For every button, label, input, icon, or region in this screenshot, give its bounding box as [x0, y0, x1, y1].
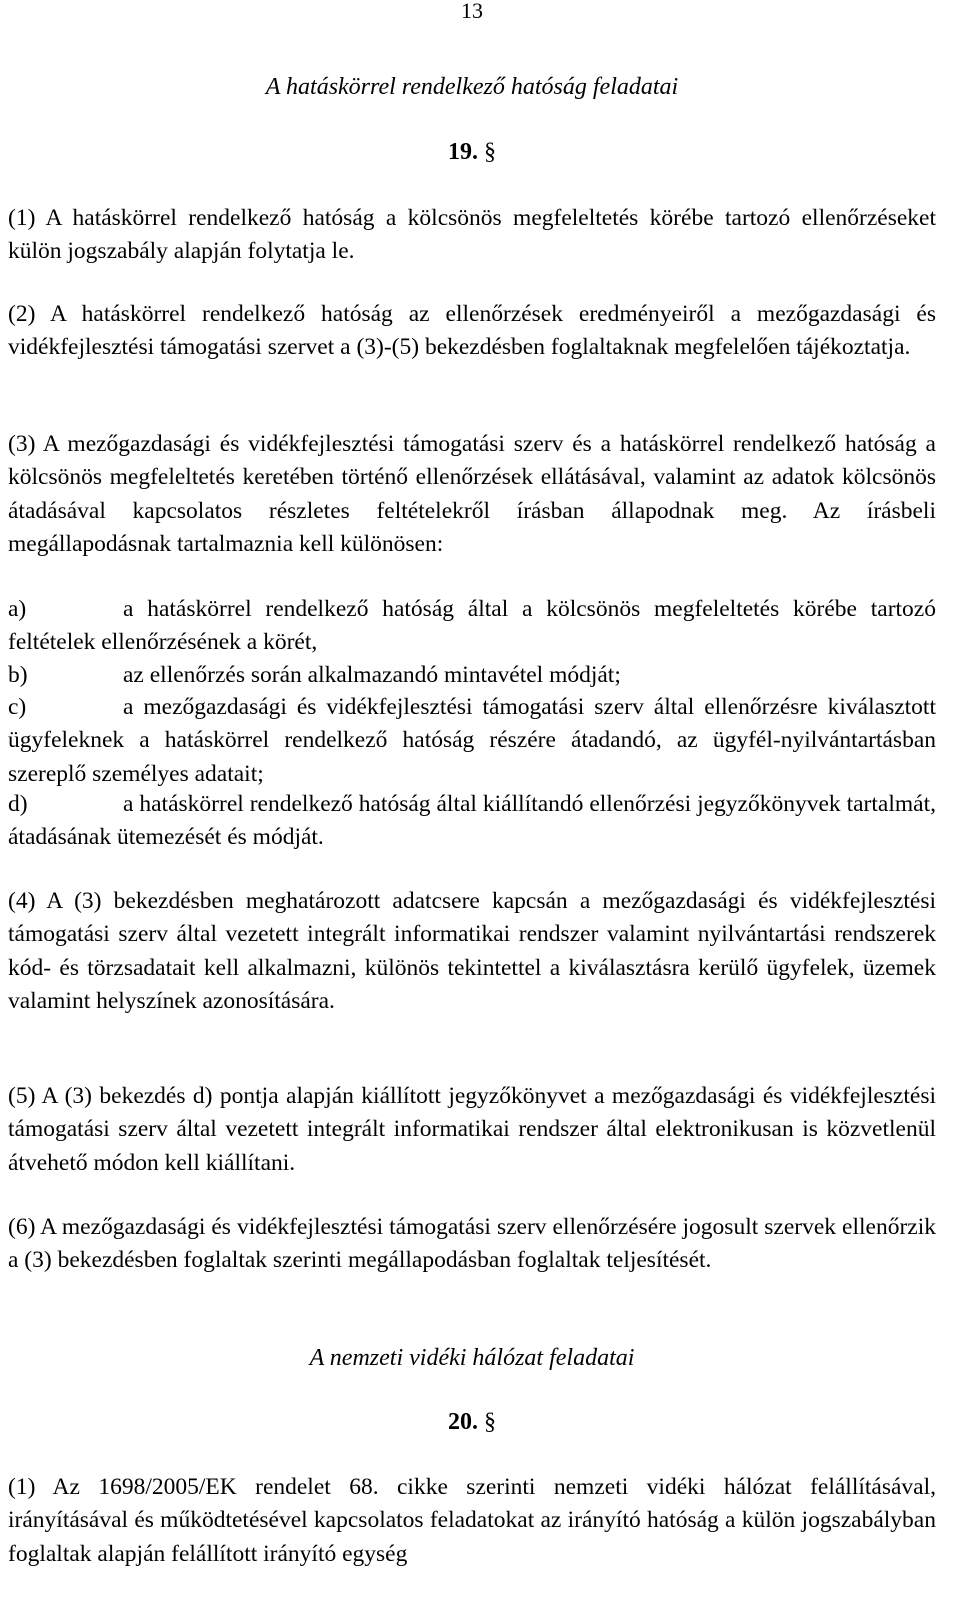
list-item-c: [8, 691, 936, 791]
paragraph-20-1: (1) Az 1698/2005/EK rendelet 68. cikke szerinti nemzeti vidéki hálózat felállításával, irányításával és működtetésével kapcsolatos feladatokat az irányító hatóság a külön jogszabályban foglaltak alapján felállított irányító egység: [8, 1474, 936, 1567]
section-number-text: 19.: [448, 139, 478, 165]
list-item-label: c): [8, 694, 27, 720]
list-item-label: b): [8, 662, 28, 688]
list-item-label: d): [8, 791, 28, 817]
list-item-a: [8, 593, 936, 660]
page-number: 13: [461, 0, 483, 23]
paragraph-19-4: (4) A (3) bekezdésben meghatározott adatcsere kapcsán a mezőgazdasági és vidékfejlesztési támogatási szerv által vezetett integrált informatikai rendszer valamint nyilvántartási rendszerek kód- és törzsadatait kell alkalmazni, különös tekintettel a kiválasztásra kerülő ügyfelek, üzemek valamint helyszínek azonosítására.: [8, 888, 936, 1014]
paragraph-19-3: (3) A mezőgazdasági és vidékfejlesztési támogatási szerv és a hatáskörrel rendelkező hatóság a kölcsönös megfeleltetés keretében történő ellenőrzések ellátásával, valamint az adatok kölcsönös átadásával kapcsolatos részletes feltételekről írásban állapodnak meg. Az írásbeli megállapodásnak tartalmaznia kell különösen:: [8, 431, 936, 557]
section-sign: §: [484, 139, 496, 165]
list-item-label: a): [8, 596, 27, 622]
paragraph-19-1: (1) A hatáskörrel rendelkező hatóság a kölcsönös megfeleltetés körébe tartozó ellenőrzéseket külön jogszabály alapján folytatja le.: [8, 205, 936, 265]
section-number-text: 20.: [448, 1409, 478, 1435]
list-item-b: [8, 659, 936, 692]
section-20-heading: A nemzeti vidéki hálózat feladatai: [309, 1345, 635, 1371]
list-item-text: a mezőgazdasági és vidékfejlesztési támogatási szerv által ellenőrzésre kiválasztott ügyfeleknek a hatáskörrel rendelkező hatóság részére átadandó, az ügyfél-nyilvántartásban szereplő személyes adatait;: [8, 694, 936, 787]
list-item-text: a hatáskörrel rendelkező hatóság által kiállítandó ellenőrzési jegyzőkönyvek tartalmát, átadásának ütemezését és módját.: [8, 791, 936, 851]
section-19-number: [8, 137, 936, 167]
list-item-d: [8, 788, 936, 855]
list-item-text: a hatáskörrel rendelkező hatóság által a kölcsönös megfeleltetés körébe tartozó feltételek ellenőrzésének a körét,: [8, 596, 936, 656]
section-sign: §: [484, 1409, 496, 1435]
section-19-heading: A hatáskörrel rendelkező hatóság feladatai: [265, 74, 679, 100]
list-item-text: az ellenőrzés során alkalmazandó mintavétel módját;: [123, 662, 621, 688]
paragraph-19-2: (2) A hatáskörrel rendelkező hatóság az ellenőrzések eredményeiről a mezőgazdasági és vidékfejlesztési támogatási szervet a (3)-(5) bekezdésben foglaltaknak megfelelően tájékoztatja.: [8, 301, 936, 361]
paragraph-19-5: (5) A (3) bekezdés d) pontja alapján kiállított jegyzőkönyvet a mezőgazdasági és vidékfejlesztési támogatási szerv által vezetett integrált informatikai rendszer által elektronikusan is közvetlenül átvehető módon kell kiállítani.: [8, 1083, 936, 1176]
section-20-number: [8, 1407, 936, 1437]
paragraph-19-6: (6) A mezőgazdasági és vidékfejlesztési támogatási szerv ellenőrzésére jogosult szervek ellenőrzik a (3) bekezdésben foglaltak szerinti megállapodásban foglaltak teljesítését.: [8, 1214, 936, 1274]
